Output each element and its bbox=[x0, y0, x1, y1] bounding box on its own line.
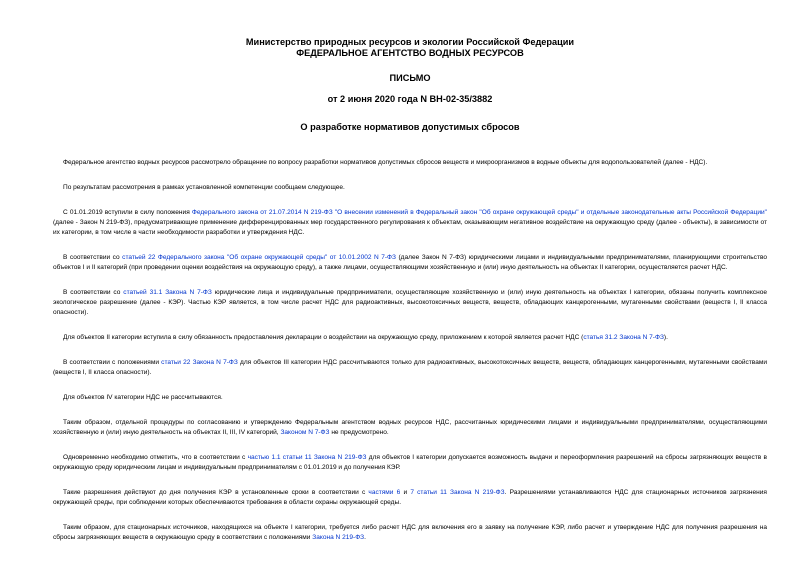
law-link[interactable]: частями 6 bbox=[368, 488, 401, 496]
ministry-title: Министерство природных ресурсов и экологии Российской Федерации bbox=[245, 37, 575, 47]
paragraph: Такие разрешения действуют до дня получения КЭР в установленные сроки в соответствии с частями 6 и 7 статьи 11 Закона N 219-ФЗ. Разрешениями устанавливаются НДС для стационарных источников загрязнения окружающей среды, при соблюдении которых обеспечиваются требования в области охраны окружающей среды. bbox=[53, 488, 767, 506]
law-link[interactable]: Федерального закона от 21.07.2014 N 219-ФЗ "О внесении изменений в Федеральный закон "Об охране окружающей среды" и отдельные законодательные акты Российской Федерации" bbox=[191, 208, 767, 216]
agency-title: ФЕДЕРАЛЬНОЕ АГЕНТСТВО ВОДНЫХ РЕСУРСОВ bbox=[296, 48, 524, 58]
law-link[interactable]: статьей 31.1 Закона N 7-ФЗ bbox=[123, 288, 212, 296]
law-link[interactable]: Законом N 7-ФЗ bbox=[280, 428, 330, 436]
paragraph: Федеральное агентство водных ресурсов рассмотрело обращение по вопросу разработки нормативов допустимых сбросов веществ и микроорганизмов в водные объекты для водопользователей (далее - НДС). bbox=[63, 159, 708, 166]
paragraph: По результатам рассмотрения в рамках установленной компетенции сообщаем следующее. bbox=[63, 183, 345, 191]
paragraph: В соответствии со статьей 31.1 Закона N 7-ФЗ юридические лица и индивидуальные предприниматели, осуществляющие хозяйственную и (или) иную деятельность на объектах I категории, обязаны получить комплексное экологическое разрешение (далее - КЭР). Частью КЭР является, в том числе расчет НДС для радиоактивных, высокотоксичных веществ, веществ, обладающих канцерогенными, мутагенными свойствами (веществ I, II класса опасности). bbox=[53, 288, 767, 317]
law-link[interactable]: Закона N 219-ФЗ bbox=[312, 533, 365, 541]
paragraph: Для объектов II категории вступила в силу обязанность предоставления декларации о воздействии на окружающую среду, приложением к которой является расчет НДС (статья 31.2 Закона N 7-ФЗ). bbox=[63, 334, 668, 341]
document-body bbox=[53, 158, 767, 543]
paragraph: Одновременно необходимо отметить, что в соответствии с частью 1.1 статьи 11 Закона N 219-ФЗ для объектов I категории допускается возможность выдачи и переоформления разрешений на сбросы загрязняющих веществ в окружающую среду юридическим лицам и индивидуальным предпринимателям с 01.01.2019 и до получения КЭР. bbox=[53, 453, 767, 471]
document-type: ПИСЬМО bbox=[389, 73, 431, 83]
paragraph: Таким образом, для стационарных источников, находящихся на объекте I категории, требуется либо расчет НДС для включения его в заявку на получение КЭР, либо расчет и утверждение НДС для получения разрешения на сбросы загрязняющих веществ в окружающую среду в соответствии с положениями Закона N 219-ФЗ. bbox=[53, 523, 767, 541]
paragraph: Для объектов IV категории НДС не рассчитываются. bbox=[63, 393, 223, 401]
paragraph: С 01.01.2019 вступили в силу положения Федерального закона от 21.07.2014 N 219-ФЗ "О внесении изменений в Федеральный закон "Об охране окружающей среды" и отдельные законодательные акты Российской Федерации" (далее - Закон N 219-ФЗ), предусматривающие применение дифференцированных мер государственного регулирования к объектам, оказывающим негативное воздействие на окружающую среду (далее - объекты), в зависимости от их категории, в том числе в части необходимости разработки и утверждения НДС. bbox=[53, 208, 767, 236]
law-link[interactable]: статья 31.2 Закона N 7-ФЗ bbox=[583, 334, 664, 341]
law-link[interactable]: статьи 22 Закона N 7-ФЗ bbox=[161, 358, 238, 366]
law-link[interactable]: 7 статьи 11 Закона N 219-ФЗ bbox=[410, 488, 505, 496]
paragraph: В соответствии с положениями статьи 22 Закона N 7-ФЗ для объектов III категории НДС рассчитываются только для радиоактивных, высокотоксичных веществ, веществ, обладающих канцерогенными, мутагенными свойствами (веществ I, II класса опасности). bbox=[53, 358, 768, 376]
paragraph: Таким образом, отдельной процедуры по согласованию и утверждению Федеральным агентством водных ресурсов НДС, рассчитанных юридическими лицами и индивидуальными предпринимателями, осуществляющими хозяйственную и (или) иную деятельность на объектах II, III, IV категорий, Законом N 7-ФЗ не предусмотрено. bbox=[53, 418, 767, 436]
document-date-number: от 2 июня 2020 года N ВН-02-35/3882 bbox=[327, 94, 493, 104]
document-subject: О разработке нормативов допустимых сбросов bbox=[300, 122, 520, 132]
law-link[interactable]: статьей 22 Федерального закона "Об охране окружающей среды" от 10.01.2002 N 7-ФЗ bbox=[122, 253, 396, 261]
paragraph: В соответствии со статьей 22 Федерального закона "Об охране окружающей среды" от 10.01.2002 N 7-ФЗ (далее Закон N 7-ФЗ) юридическими лицами и индивидуальными предпринимателями, планирующими строительство объектов I и II категорий (при проведении оценки воздействия на окружающую среду), а также лицами, осуществляющими хозяйственную и (или) иную деятельность на объектах II категории, осуществляется расчет НДС. bbox=[53, 253, 767, 271]
law-link[interactable]: частью 1.1 статьи 11 Закона N 219-ФЗ bbox=[247, 453, 367, 461]
